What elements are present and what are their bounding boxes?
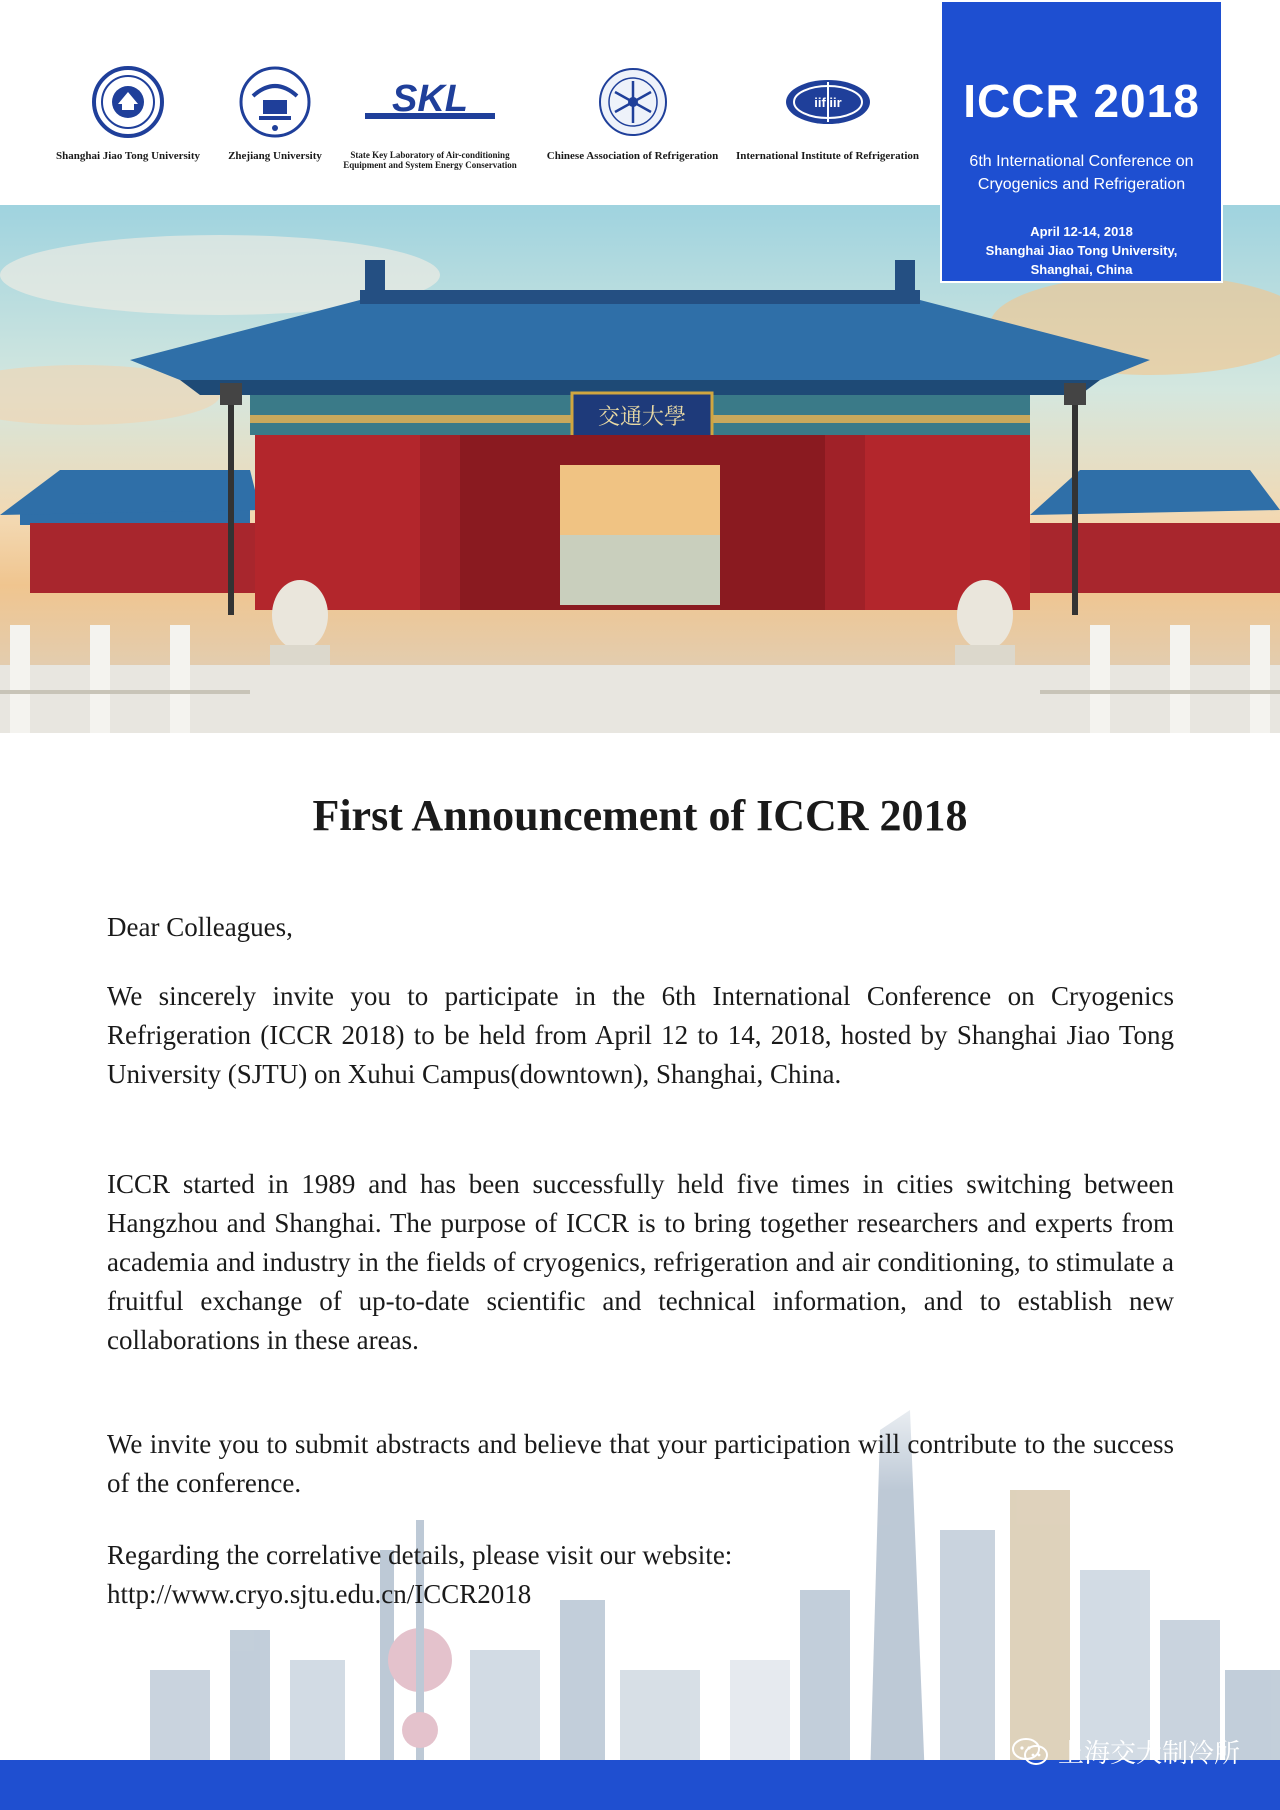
skl-mark-text: SKL — [392, 78, 468, 120]
gate-plaque: 交通大學 — [597, 405, 687, 430]
wechat-icon — [1012, 1737, 1048, 1767]
wechat-watermark — [1012, 1733, 1240, 1770]
logo-caption-sjtu: Shanghai Jiao Tong University — [56, 150, 200, 162]
logo-caption-skl-line2: Equipment and System Energy Conservation — [343, 160, 517, 170]
logo-caption-skl-line1: State Key Laboratory of Air-conditioning — [350, 150, 510, 160]
logo-caption-iir: International Institute of Refrigeration — [735, 150, 919, 162]
conference-venue-line2: Shanghai, China — [1030, 262, 1133, 277]
website-intro: Regarding the correlative details, please visit our website: — [107, 1540, 733, 1570]
conference-subtitle-line2: Cryogenics and Refrigeration — [977, 176, 1186, 193]
conference-subtitle — [942, 150, 1221, 196]
conference-info-box — [940, 0, 1223, 283]
conference-subtitle-line1: 6th International Conference on — [969, 153, 1194, 170]
wechat-account-name: 上海交大制冷所 — [1057, 1739, 1240, 1769]
logo-caption-zju: Zhejiang University — [228, 150, 322, 162]
paragraph-invitation: We sincerely invite you to participate in the 6th International Conference on Cryogenics Refrigeration (ICCR 2018) to be held from April 12 to 14, 2018, hosted by Shanghai Jiao Tong University (SJTU) on Xuhui Campus(downtown), Shanghai, China. — [107, 981, 1174, 1089]
logo-caption-car: Chinese Association of Refrigeration — [546, 150, 719, 162]
paragraph-submit: We invite you to submit abstracts and believe that your participation will contribute to the success of the conference. — [107, 1429, 1174, 1498]
conference-title: ICCR 2018 — [963, 75, 1200, 127]
conference-dates: April 12-14, 2018 — [1030, 224, 1133, 239]
announcement-title: First Announcement of ICCR 2018 — [312, 791, 968, 840]
website-link[interactable]: http://www.cryo.sjtu.edu.cn/ICCR2018 — [107, 1579, 532, 1609]
paragraph-history: ICCR started in 1989 and has been successfully held five times in cities switching between Hangzhou and Shanghai. The purpose of ICCR is to bring together researchers and experts from academia and industry in the fields of cryogenics, refrigeration and air conditioning, to stimulate a fruitful exchange of up-to-date scientific and technical information, and to establish new collaborations in these areas. — [107, 1169, 1174, 1355]
greeting: Dear Colleagues, — [107, 912, 293, 942]
conference-venue-line1: Shanghai Jiao Tong University, — [985, 243, 1178, 258]
paragraph-website — [107, 1536, 1174, 1614]
conference-dates-venue — [942, 222, 1221, 279]
iir-mark-text: iif iir — [813, 95, 842, 110]
